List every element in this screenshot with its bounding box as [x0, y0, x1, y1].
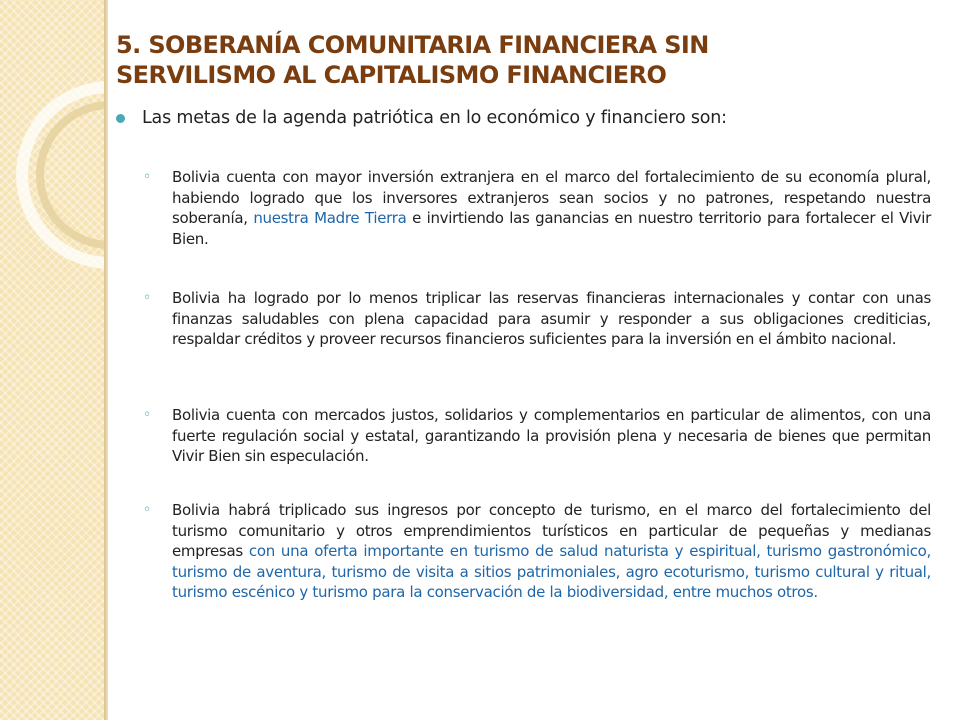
list-item-text [172, 500, 931, 603]
list-item-text [172, 405, 931, 467]
item-text: Bolivia cuenta con mercados justos, solidarios y complementarios en particular de alimentos, con una fuerte regulación social y estatal, garantizando la provisión plena y necesaria de bienes que permitan Vivir Bien sin especulación. [172, 406, 931, 465]
item-highlight: nuestra Madre Tierra [253, 209, 407, 227]
item-highlight: con una oferta importante en turismo de salud naturista y espiritual, turismo gastronómico, turismo de aventura, turismo de visita a sitios patrimoniales, agro ecoturismo, turismo cultural y ritual, turismo escénico y turismo para la conservación de la biodiversidad, entre muchos otros. [172, 542, 931, 601]
list-item-tourism [143, 500, 931, 603]
item-text: Bolivia cuenta con mayor inversión extranjera en el marco del fortalecimiento de su economía plural, habiendo logrado que los inversores extranjeros sean socios y no patrones, respetando nuestra soberanía, [172, 168, 931, 227]
list-item-text [172, 288, 931, 350]
slide-title [116, 30, 936, 90]
list-item-text [172, 167, 931, 249]
list-item-reserves [143, 288, 931, 350]
item-text: e invirtiendo las ganancias en nuestro territorio para fortalecer el Vivir Bien. [172, 209, 931, 248]
item-text: Bolivia habrá triplicado sus ingresos por concepto de turismo, en el marco del fortalecimiento del turismo comunitario y otros emprendimientos turísticos en particular de pequeñas y medianas empresas [172, 501, 931, 560]
decorative-side-band [0, 0, 104, 720]
hollow-bullet-icon: ◦ [143, 502, 151, 518]
decorative-rings [0, 0, 104, 720]
side-band-edge [104, 0, 108, 720]
slide-title-line-2: SERVILISMO AL CAPITALISMO FINANCIERO [116, 61, 667, 89]
list-item-investment [143, 167, 931, 249]
intro-text: Las metas de la agenda patriótica en lo económico y financiero son: [142, 108, 727, 128]
hollow-bullet-icon: ◦ [143, 169, 151, 185]
bullet-dot-icon [116, 114, 125, 123]
hollow-bullet-icon: ◦ [143, 407, 151, 423]
item-text: Bolivia ha logrado por lo menos triplicar las reservas financieras internacionales y contar con unas finanzas saludables con plena capacidad para asumir y responder a sus obligaciones crediticias, respaldar créditos y proveer recursos financieros suficientes para la inversión en el ámbito nacional. [172, 289, 931, 348]
slide-title-line-1: 5. SOBERANÍA COMUNITARIA FINANCIERA SIN [116, 31, 709, 59]
hollow-bullet-icon: ◦ [143, 290, 151, 306]
list-item-markets [143, 405, 931, 467]
